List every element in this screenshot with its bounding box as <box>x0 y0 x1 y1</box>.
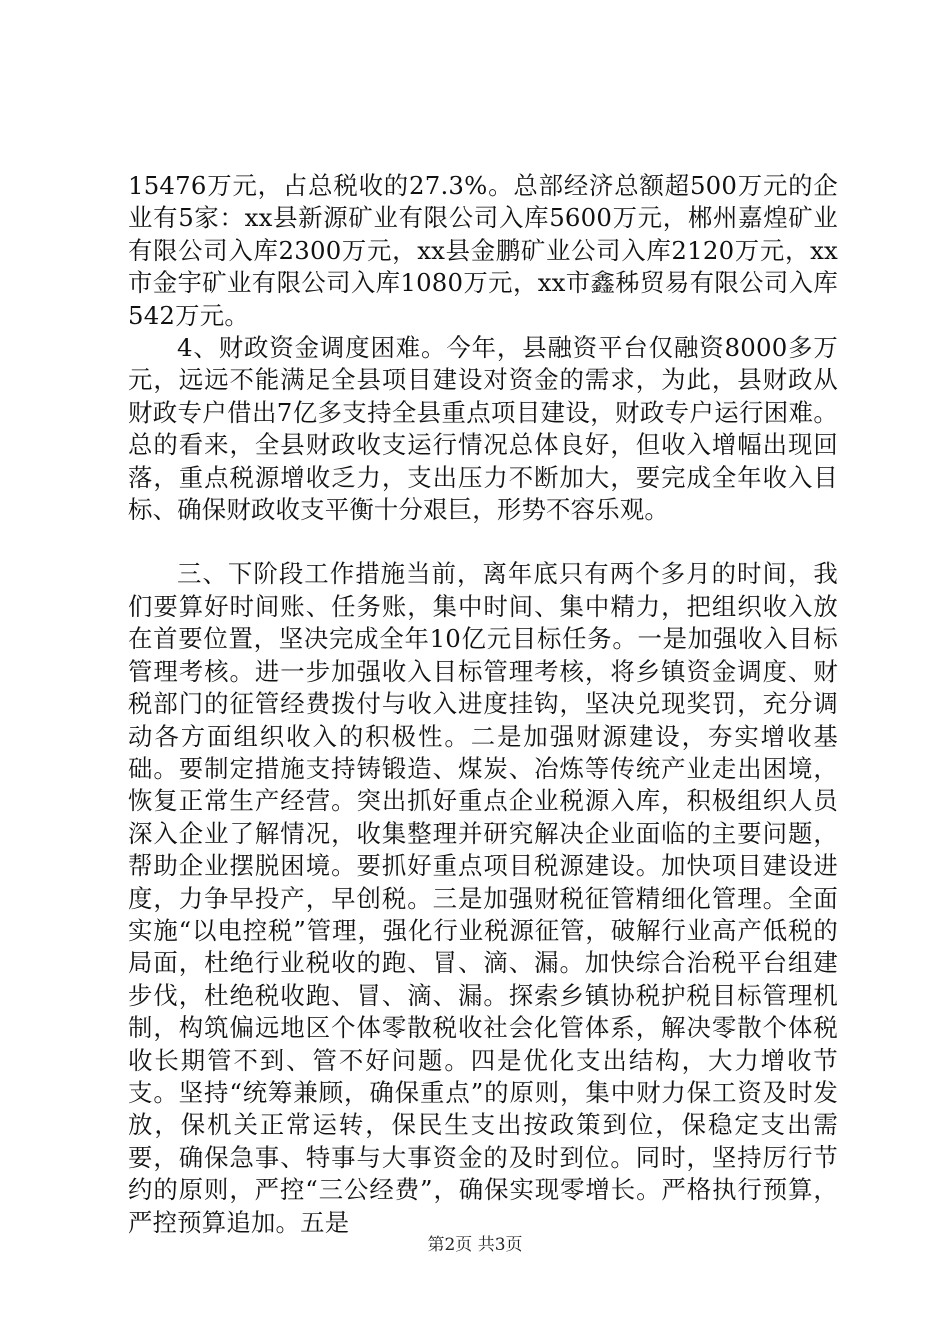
paragraph-fund-scheduling: 4、财政资金调度困难。今年，县融资平台仅融资8000多万元，远远不能满足全县项目建设对资金的需求，为此，县财政从财政专户借出7亿多支持全县重点项目建设，财政专户运行困难。总的看来，全县财政收支运行情况总体良好，但收入增幅出现回落，重点税源增收乏力，支出压力不断加大，要完成全年收入目标、确保财政收支平衡十分艰巨，形势不容乐观。 <box>128 333 838 525</box>
page-number-footer: 第2页 共3页 <box>427 1235 523 1255</box>
paragraph-next-measures: 三、下阶段工作措施当前，离年底只有两个多月的时间，我们要算好时间账、任务账，集中时间、集中精力，把组织收入放在首要位置，坚决完成全年10亿元目标任务。一是加强收入目标管理考核。进一步加强收入目标管理考核，将乡镇资金调度、财税部门的征管经费拨付与收入进度挂钩，坚决兑现奖罚，充分调动各方面组织收入的积极性。二是加强财源建设，夯实增收基础。要制定措施支持铸锻造、煤炭、冶炼等传统产业走出困境，恢复正常生产经营。突出抓好重点企业税源入库，积极组织人员深入企业了解情况，收集整理并研究解决企业面临的主要问题，帮助企业摆脱困境。要抓好重点项目税源建设。加快项目建设进度，力争早投产，早创税。三是加强财税征管精细化管理。全面实施“以电控税”管理，强化行业税源征管，破解行业高产低税的局面，杜绝行业税收的跑、冒、滴、漏。加快综合治税平台组建步伐，杜绝税收跑、冒、滴、漏。探索乡镇协税护税目标管理机制，构筑偏远地区个体零散税收社会化管体系，解决零散个体税收长期管不到、管不好问题。四是优化支出结构，大力增收节支。坚持“统筹兼顾，确保重点”的原则，集中财力保工资及时发放，保机关正常运转，保民生支出按政策到位，保稳定支出需要，确保急事、特事与大事资金的及时到位。同时，坚持厉行节约的原则，严控“三公经费”，确保实现零增长。严格执行预算，严控预算追加。五是 <box>128 559 838 1237</box>
paragraph-spacer <box>128 526 838 558</box>
document-body <box>128 170 838 1239</box>
paragraph-revenue-summary: 15476万元，占总税收的27.3%。总部经济总额超500万元的企业有5家：xx县新源矿业有限公司入库5600万元，郴州嘉煌矿业有限公司入库2300万元，xx县金鹏矿业公司入库2120万元，xx市金宇矿业有限公司入库1080万元，xx市鑫秭贸易有限公司入库542万元。 <box>128 171 838 330</box>
